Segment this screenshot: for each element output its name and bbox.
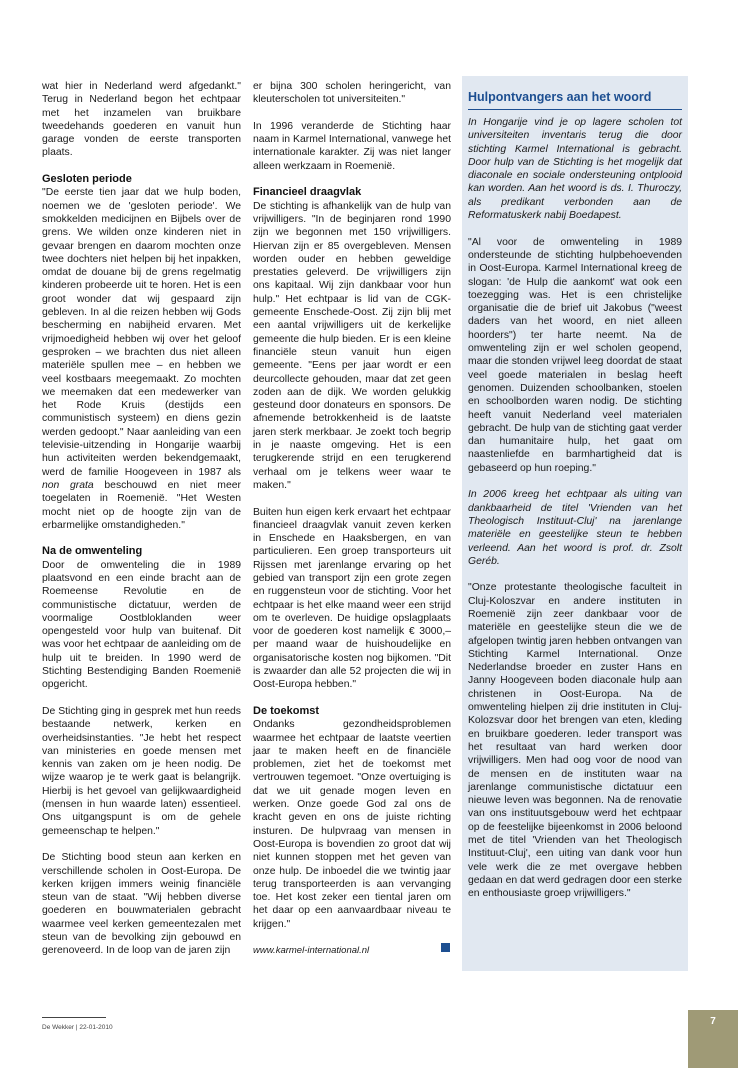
sidebar-intro: In 2006 kreeg het echtpaar als uiting van dankbaarheid de titel 'Vrienden van het Theologisch Instituut-Cluj' na jarenlange materiële en geestelijke steun te hebben verleend. Aan het woord is prof. dr. Zsolt Geréb. [468, 489, 682, 567]
paragraph: wat hier in Nederland werd afgedankt." Terug in Nederland begon het echtpaar met het inzamelen van bruikbare tweedehands goederen en vanuit hun garage vonden de eerste transporten plaats. [42, 81, 241, 159]
paragraph: In 1996 veranderde de Stichting haar naam in Karmel International, vanwege het internationale karakter. Zij was niet langer alleen werkzaam in Roemenië. [253, 120, 451, 172]
text-run: "De eerste tien jaar dat we hulp boden, noemen we de 'gesloten periode'. We smokkelden medicijnen en Bijbels over de grens. We wilden onze kinderen niet in gevaar brengen en daarom mochten onze twee dochters niet helpen bij het inpakken, omdat de douane bij de grens regelmatig kinderen probeerde uit te horen. Het is een groot wonder dat wij gespaard zijn gebleven. In al die reizen hebben wij Gods bescherming en nabijheid ervaren. Met vrijmoedigheid hebben wij over het geloof gesproken – we brachten dus niet alleen materiële spullen mee – en hebben we veel kostbaars meegemaakt. Zo mochten we meemaken dat een medewerker van het Rode Kruis (destijds een communistisch systeem) en diens gezin werden gedoopt." Naar aanleiding van een televisie-uitzending in Hongarije waarbij hun activiteiten werden bekendgemaakt, werd de familie Hoogeveen in 1987 als [42, 187, 241, 478]
paragraph: De stichting is afhankelijk van de hulp van vrijwilligers. "In de beginjaren rond 1990 zijn we begonnen met 150 vrijwilligers. Hiervan zijn er 85 overgebleven. Mensen worden ouder en hebben geweldige prestaties geleverd. De vrijwilligers zijn ons kapitaal. Wij zijn dankbaar voor hun hulp." Het echtpaar is lid van de CGK-gemeente Enschede-Oost. Zij zijn blij met een aantal vrijwilligers uit de kerkelijke gemeente die hulp bieden. Er is een kleine financiële steun vanuit hun eigen gemeente. "Eens per jaar wordt er een deurcollecte gehouden, maar dat zet geen zoden aan de dijk. We worden gelukkig gesteund door donateurs en sponsors. De afnemende betrokkenheid is de laatste jaren sterk merkbaar. Je zoekt toch begrip in je naaste omgeving. Het is een terugkerende strijd en een terugkerend verhaal om je telkens weer waar te maken." [253, 200, 451, 491]
sidebar-quote: "Al voor de omwenteling in 1989 ondersteunde de stichting hulpbehoevenden in Oost-Europa. Karmel International kreeg de slogan: 'de Hulp die aankomt' wat ook een toezegging was. Het is een christelijke organisatie die de brief uit Jakobus ("weest daders van het woord, en niet alleen hoorders") ter harte neemt. Na de omwenteling zijn er wel scholen geopend, maar die stonden vrijwel leeg doordat de staat veel goede materialen in beslag heeft genomen. Duizenden schoolbanken, stoelen en schoolborden waren nodig. De stichting heeft vanuit Nederland veel materialen gebracht. De hulp van de stichting gaat verder dan humanitaire hulp, het gaat om naastenliefde en barmhartigheid dat is gebaseerd op hun roeping." [468, 236, 682, 474]
website-link[interactable]: www.karmel-international.nl [253, 945, 370, 957]
italic-term: non grata [42, 479, 94, 491]
article-column-2 [253, 80, 451, 971]
paragraph: Buiten hun eigen kerk ervaart het echtpaar financieel draagvlak vanuit zeven kerken in Enschede en Haaksbergen, en van particulieren. Een groep transporteurs uit Rijssen met jarenlange ervaring op het gebied van transport zijn een grote zegen en ruggensteun voor de stichting. Voor het echtpaar is het elke maand weer een strijd om te overleven. De huidige opslagplaats voor de goederen kost namelijk € 3000,– per maand waar de huishoudelijke en organisatorische kosten nog bijkomen. "Dit is zwaarder dan alle 52 projecten die wij in Oost-Europa hebben." [253, 506, 451, 691]
sidebar-quote: "Onze protestante theologische faculteit in Cluj-Koloszvar en andere instituten in Roemenië zijn zeer dankbaar voor de materiële en geestelijke steun die we de afgelopen twintig jaren hebben ontvangen van Stichting Karmel International. Onze Nederlandse broeder en zuster Hans en Janny Hoogeveen boden diaconale hulp aan christenen in Oost-Europa. Na de omwenteling hielpen zij drie instituten in Cluj-Kolozsvar door het brengen van eten, kleding en bruikbare goederen. Ieder transport was het resultaat van hard werken door vrijwilligers. Men had oog voor de nood van de mensen en de instituten waar na jarenlange communistische dictatuur een nieuwe leven was begonnen. Na de renovatie van ons instituutsgebouw werd het echtpaar op de feestelijke bijeenkomst in 2006 beloond met de titel 'Vrienden van het Theologisch Instituut-Cluj', een uiting van dank voor hun vele werk die ze met overgave hebben gedaan en dat werd gedragen door een sterke en enthousiaste groep vrijwilligers." [468, 582, 682, 900]
section-heading-gesloten-periode: Gesloten periode [42, 173, 132, 186]
section-heading-de-toekomst: De toekomst [253, 704, 320, 717]
article-column-1 [42, 80, 241, 971]
sidebar-box [462, 76, 688, 971]
paragraph: De Stichting bood steun aan kerken en verschillende scholen in Oost-Europa. De kerken krijgen immers weinig financiële steun van de staat. "Wij hebben diverse goederen en bouwmaterialen gebracht waarmee veel kerken gemeentezalen met steun van de bevolking zijn gebouwd en gerenoveerd. In de loop van de jaren zijn [42, 852, 241, 957]
text-run: beschouwd en niet meer toegelaten in Roemenië. "Het Westen mocht niet op de hoogte zijn van de erbarmelijke omstandigheden." [42, 479, 241, 531]
sidebar-divider [468, 109, 682, 110]
paragraph: Door de omwenteling die in 1989 plaatsvond en een einde bracht aan de Roemeense Revolutie en de communistische dictatuur, werden de voormalige Oostbloklanden weer opengesteld voor hulp van buitenaf. Dit was voor het echtpaar de aanleiding om de hulp uit te breiden. In 1990 werd de Stichting Bestendiging Banden Roemenië opgericht. [42, 559, 241, 691]
section-heading-na-de-omwenteling: Na de omwenteling [42, 545, 143, 558]
page-number: 7 [710, 1016, 716, 1027]
paragraph: De Stichting ging in gesprek met hun reeds bestaande netwerk, kerken en overheidsinstanties. "Je hebt het respect van ministeries en goede mensen met kennis van zaken om je heen nodig. De wijze waarop je te werk gaat is belangrijk. Hierbij is het gevoel van gelijkwaardigheid (mensen in hun waarde laten) essentieel. Ons uitgangspunt is om de gehele gemeenschap te helpen." [42, 705, 241, 837]
paragraph [42, 186, 241, 532]
section-heading-financieel-draagvlak: Financieel draagvlak [253, 186, 362, 199]
end-mark-square [441, 943, 450, 952]
paragraph: er bijna 300 scholen heringericht, van kleuterscholen tot universiteiten." [253, 81, 451, 106]
footer-rule [42, 1017, 106, 1018]
paragraph: Ondanks gezondheidsproblemen waarmee het echtpaar de laatste veertien jaar te maken heeft en de financiële problemen, ziet het de toekomst met vertrouwen tegemoet. "Onze overtuiging is dat we uit genade mogen leven en werken. Onze goede God zal ons de kracht geven en ons de juiste richting insturen. De hulpvraag van mensen in Oost-Europa is bovendien zo groot dat wij niet kunnen stoppen met het geven van onze hulp. De inboedel die we twintig jaar terug transporteerden is aan vervanging toe. Het kost zeker een tiental jaren om het daar op een aanvaardbaar niveau te krijgen." [253, 719, 451, 930]
sidebar-title: Hulpontvangers aan het woord [468, 90, 652, 104]
page-number-box [688, 1010, 738, 1068]
footer-source: De Wekker | 22-01-2010 [42, 1024, 113, 1031]
sidebar-intro: In Hongarije vind je op lagere scholen tot universiteiten inventaris terug die door stichting Karmel International is gebracht. Door hulp van de Stichting is het mogelijk dat diaconale en sociale ondersteuning ontplooid kan worden. Aan het woord is ds. I. Thuroczy, als predikant verbonden aan de Reformatuskerk nabij Boedapest. [468, 117, 682, 222]
